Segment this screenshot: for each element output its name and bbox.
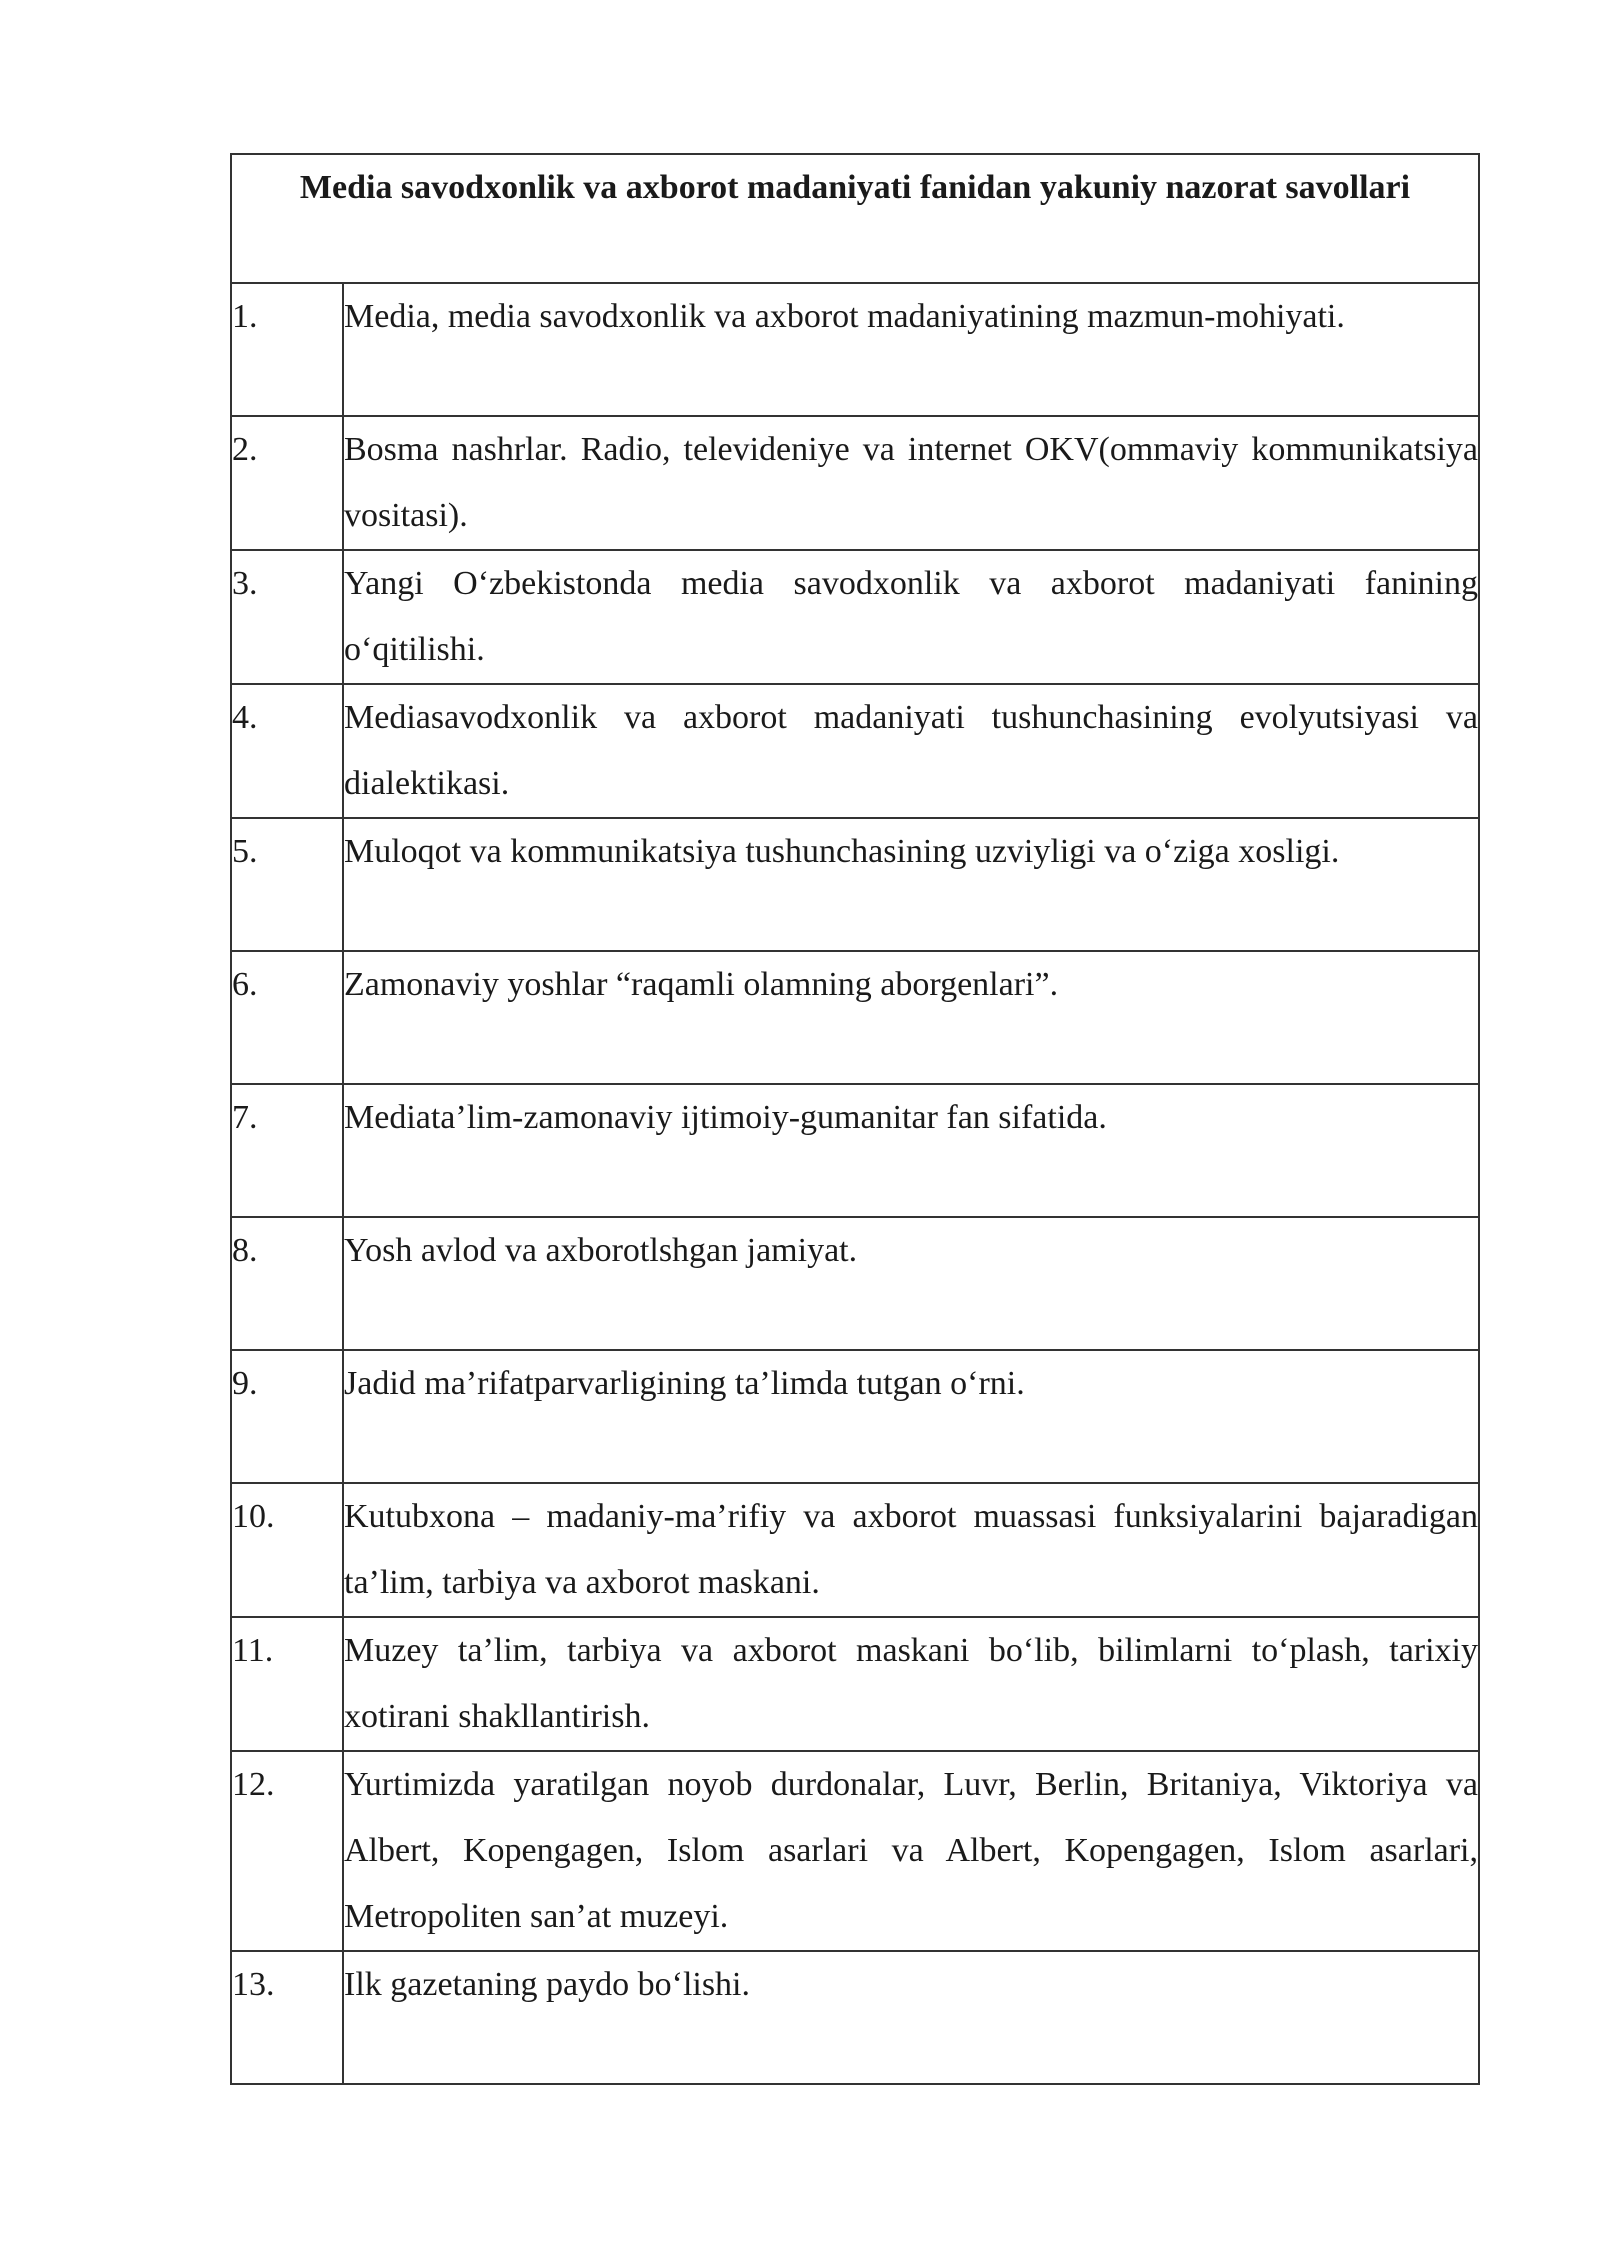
- question-text: Muloqot va kommunikatsiya tushunchasining uzviyligi va o‘ziga xosligi.: [343, 818, 1479, 951]
- table-row: [231, 283, 1479, 416]
- question-number: 6.: [231, 951, 343, 1084]
- table-row: [231, 951, 1479, 1084]
- question-text: Kutubxona – madaniy-ma’rifiy va axborot muassasi funksiyalarini bajaradigan ta’lim, tarbiya va axborot maskani.: [343, 1483, 1479, 1617]
- table-row: [231, 1084, 1479, 1217]
- table-row: [231, 818, 1479, 951]
- question-number: 1.: [231, 283, 343, 416]
- question-number: 10.: [231, 1483, 343, 1617]
- table-title: Media savodxonlik va axborot madaniyati fanidan yakuniy nazorat savollari: [231, 154, 1479, 283]
- question-number: 8.: [231, 1217, 343, 1350]
- question-number: 12.: [231, 1751, 343, 1951]
- table-row: [231, 1751, 1479, 1951]
- question-text: Muzey ta’lim, tarbiya va axborot maskani bo‘lib, bilimlarni to‘plash, tarixiy xotirani shakllantirish.: [343, 1617, 1479, 1751]
- question-text: Jadid ma’rifatparvarligining ta’limda tutgan o‘rni.: [343, 1350, 1479, 1483]
- table-row: [231, 1483, 1479, 1617]
- question-number: 7.: [231, 1084, 343, 1217]
- question-number: 4.: [231, 684, 343, 818]
- question-text: Zamonaviy yoshlar “raqamli olamning aborgenlari”.: [343, 951, 1479, 1084]
- question-number: 5.: [231, 818, 343, 951]
- table-row: [231, 550, 1479, 684]
- question-text: Bosma nashrlar. Radio, televideniye va internet OKV(ommaviy kommunikatsiya vositasi).: [343, 416, 1479, 550]
- title-row: [231, 154, 1479, 283]
- table-row: [231, 684, 1479, 818]
- questions-table: [230, 153, 1480, 2085]
- question-number: 11.: [231, 1617, 343, 1751]
- table-row: [231, 1617, 1479, 1751]
- question-number: 3.: [231, 550, 343, 684]
- table-row: [231, 1350, 1479, 1483]
- question-text: Mediasavodxonlik va axborot madaniyati tushunchasining evolyutsiyasi va dialektikasi.: [343, 684, 1479, 818]
- table-row: [231, 1217, 1479, 1350]
- question-text: Ilk gazetaning paydo bo‘lishi.: [343, 1951, 1479, 2084]
- question-number: 2.: [231, 416, 343, 550]
- question-text: Yurtimizda yaratilgan noyob durdonalar, Luvr, Berlin, Britaniya, Viktoriya va Albert, Kopengagen, Islom asarlari va Albert, Kopengagen, Islom asarlari, Metropoliten san’at muzeyi.: [343, 1751, 1479, 1951]
- question-number: 9.: [231, 1350, 343, 1483]
- question-text: Mediata’lim-zamonaviy ijtimoiy-gumanitar fan sifatida.: [343, 1084, 1479, 1217]
- question-number: 13.: [231, 1951, 343, 2084]
- table-row: [231, 1951, 1479, 2084]
- question-text: Yosh avlod va axborotlshgan jamiyat.: [343, 1217, 1479, 1350]
- table-row: [231, 416, 1479, 550]
- question-text: Yangi O‘zbekistonda media savodxonlik va axborot madaniyati fanining o‘qitilishi.: [343, 550, 1479, 684]
- question-text: Media, media savodxonlik va axborot madaniyatining mazmun-mohiyati.: [343, 283, 1479, 416]
